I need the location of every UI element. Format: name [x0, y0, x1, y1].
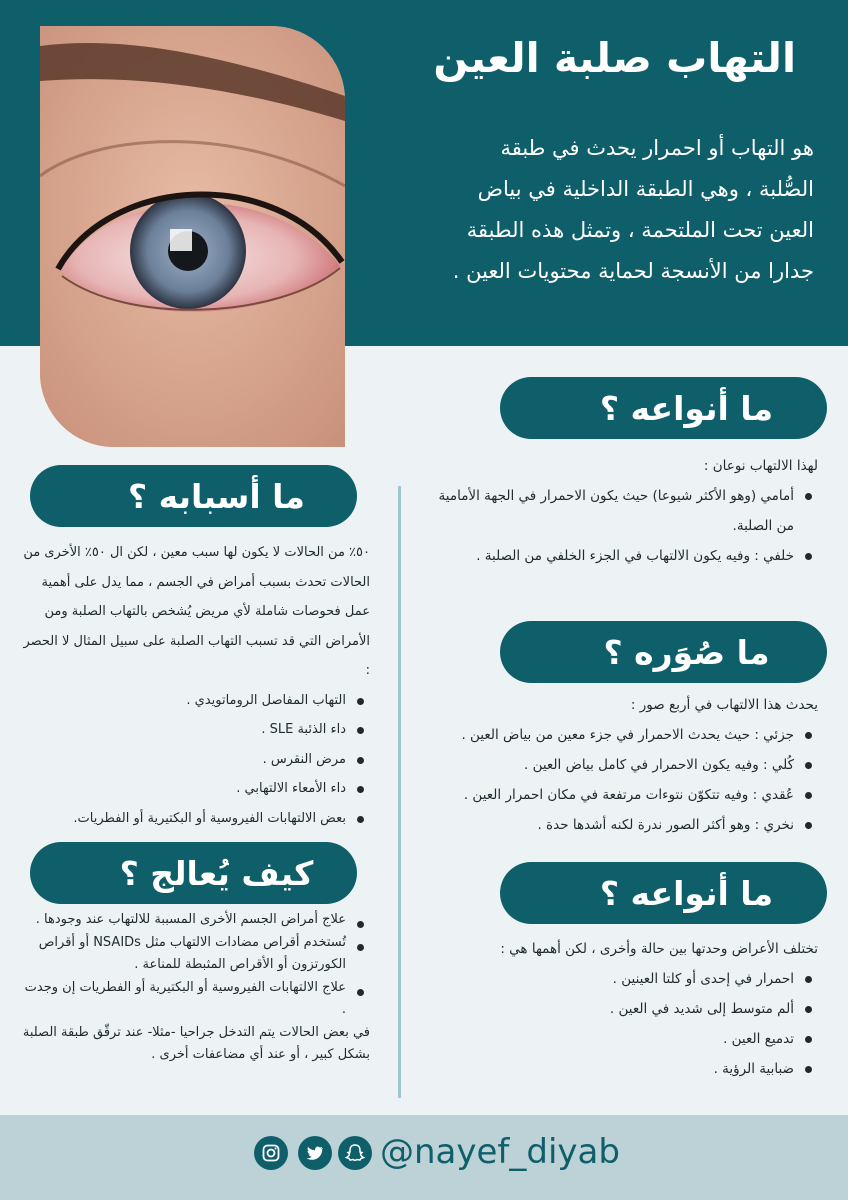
list-item: داء الذئبة SLE .: [20, 715, 370, 745]
intro-text: [359, 128, 814, 292]
symptoms-heading: ما أنواعه ؟: [500, 862, 827, 924]
forms-list: [400, 720, 818, 840]
page-title: التهاب صلبة العين: [433, 34, 796, 82]
types-section: [430, 451, 818, 571]
treatment-section: [20, 909, 370, 1067]
list-item: تدميع العين .: [440, 1024, 818, 1054]
types-list: [430, 481, 818, 571]
symptoms-intro: تختلف الأعراض وحدتها بين حالة وأخرى ، لكن أهمها هي :: [500, 941, 818, 957]
forms-heading: ما صُوَره ؟: [500, 621, 827, 683]
eye-illustration: [40, 26, 345, 447]
list-item: خلفي : وفيه يكون الالتهاب في الجزء الخلفي من الصلبة .: [430, 541, 818, 571]
list-item: علاج الالتهابات الفيروسية أو البكتيرية أو الفطريات إن وجدت .: [20, 977, 370, 1022]
treatment-heading: كيف يُعالج ؟: [30, 842, 357, 904]
symptoms-section: [440, 934, 818, 1084]
forms-section: [400, 690, 818, 840]
twitter-glyph: [305, 1143, 325, 1163]
twitter-icon[interactable]: [298, 1136, 332, 1170]
instagram-icon[interactable]: [254, 1136, 288, 1170]
instagram-glyph: [261, 1143, 281, 1163]
list-item: تُستخدم أقراص مضادات الالتهاب مثل NSAIDs أو أقراص الكورتزون أو الأقراص المثبطة للمناعة .: [20, 932, 370, 977]
treatment-note: في بعض الحالات يتم التدخل جراحيا -مثلا- عند ترقّق طبقة الصلبة بشكل كبير ، أو عند أي مضاعفات أخرى .: [22, 1024, 370, 1062]
eye-photo: [40, 26, 345, 447]
causes-list: [20, 686, 370, 834]
list-item: أمامي (وهو الأكثر شيوعا) حيث يكون الاحمرار في الجهة الأمامية من الصلبة.: [430, 481, 818, 541]
list-item: احمرار في إحدى أو كلتا العينين .: [440, 964, 818, 994]
list-item: نخري : وهو أكثر الصور ندرة لكنه أشدها حدة .: [400, 810, 818, 840]
list-item: مرض النقرس .: [20, 745, 370, 775]
list-item: بعض الالتهابات الفيروسية أو البكتيرية أو الفطريات.: [20, 804, 370, 834]
symptoms-list: [440, 964, 818, 1084]
treatment-list: [20, 909, 370, 1022]
intro-line: هو التهاب أو احمرار يحدث في طبقة: [500, 136, 814, 160]
intro-line: الصُّلبة ، وهي الطبقة الداخلية في بياض: [477, 177, 814, 201]
intro-line: جدارا من الأنسجة لحماية محتويات العين .: [452, 259, 814, 283]
types-heading: ما أنواعه ؟: [500, 377, 827, 439]
causes-section: [20, 538, 370, 833]
snapchat-icon[interactable]: [338, 1136, 372, 1170]
types-intro: لهذا الالتهاب نوعان :: [703, 458, 818, 474]
list-item: جزئي : حيث يحدث الاحمرار في جزء معين من بياض العين .: [400, 720, 818, 750]
list-item: عُقدي : وفيه تتكوّن نتوءات مرتفعة في مكان احمرار العين .: [400, 780, 818, 810]
causes-intro: ٥٠٪ من الحالات لا يكون لها سبب معين ، لكن ال ٥٠٪ الأخرى من الحالات تحدث بسبب أمراض في الجسم ، مما يدل على أهمية عمل فحوصات شاملة لأي مريض يُشخص بالتهاب الصلبة ومن الأمراض التي قد تسبب التهاب الصلبة على سبيل المثال لا الحصر :: [23, 545, 370, 678]
forms-intro: يحدث هذا الالتهاب في أربع صور :: [630, 697, 818, 713]
intro-line: العين تحت الملتحمة ، وتمثل هذه الطبقة: [466, 218, 814, 242]
list-item: داء الأمعاء الالتهابي .: [20, 774, 370, 804]
list-item: كُلي : وفيه يكون الاحمرار في كامل بياض العين .: [400, 750, 818, 780]
list-item: علاج أمراض الجسم الأخرى المسببة للالتهاب عند وجودها .: [20, 909, 370, 932]
causes-heading: ما أسبابه ؟: [30, 465, 357, 527]
column-divider: [398, 486, 401, 1098]
list-item: ألم متوسط إلى شديد في العين .: [440, 994, 818, 1024]
snapchat-glyph: [345, 1143, 365, 1163]
social-handle[interactable]: @nayef_diyab: [380, 1132, 620, 1172]
list-item: التهاب المفاصل الروماتويدي .: [20, 686, 370, 716]
list-item: ضبابية الرؤية .: [440, 1054, 818, 1084]
